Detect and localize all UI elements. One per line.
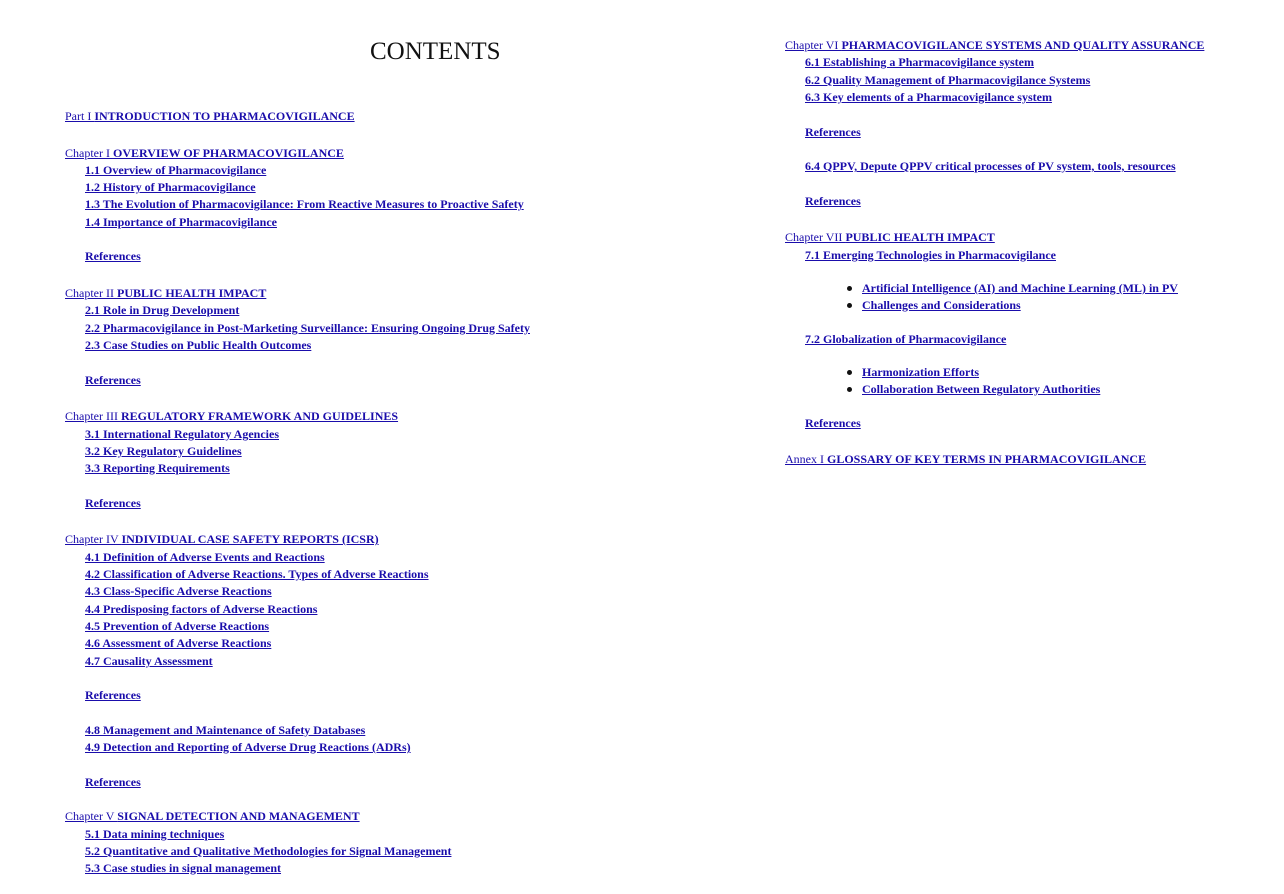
toc-entry-text: INTRODUCTION TO PHARMACOVIGILANCE [94, 109, 355, 123]
toc-section-link[interactable] [805, 73, 1090, 87]
toc-entry-text: 6.3 Key elements of a Pharmacovigilance system [805, 90, 1052, 104]
toc-entry-text: References [85, 775, 141, 789]
toc-entry-text: 4.3 Class-Specific Adverse Reactions [85, 584, 272, 598]
toc-entry-text: 2.3 Case Studies on Public Health Outcomes [85, 338, 312, 352]
toc-chapter-link[interactable] [65, 532, 379, 546]
toc-entry-text: 1.2 History of Pharmacovigilance [85, 180, 256, 194]
toc-chapter-link[interactable] [785, 38, 1204, 52]
toc-section-link[interactable] [85, 844, 451, 858]
toc-chapter-link[interactable] [785, 230, 995, 244]
toc-entry-text: INDIVIDUAL CASE SAFETY REPORTS (ICSR) [121, 532, 379, 546]
toc-entry-text: 3.2 Key Regulatory Guidelines [85, 444, 242, 458]
toc-entry-text: 2.1 Role in Drug Development [85, 303, 240, 317]
toc-entry-text: 5.2 Quantitative and Qualitative Methodologies for Signal Management [85, 844, 452, 858]
toc-section-link[interactable] [805, 332, 1006, 346]
toc-entry-text: 1.4 Importance of Pharmacovigilance [85, 215, 277, 229]
toc-chapter-link[interactable] [65, 146, 344, 160]
toc-entry-text: 6.1 Establishing a Pharmacovigilance system [805, 55, 1035, 69]
toc-entry-text: 5.3 Case studies in signal management [85, 861, 282, 875]
toc-section-link[interactable] [85, 654, 213, 668]
toc-prefix: Chapter II [65, 286, 117, 300]
toc-entry-text: 4.7 Causality Assessment [85, 654, 213, 668]
toc-bullet-link[interactable] [862, 382, 1100, 396]
toc-entry-text: Artificial Intelligence (AI) and Machine Learning (ML) in PV [862, 281, 1178, 295]
toc-section-link[interactable] [85, 550, 325, 564]
toc-entry-text: 4.5 Prevention of Adverse Reactions [85, 619, 270, 633]
toc-entry-text: REGULATORY FRAMEWORK AND GUIDELINES [120, 409, 399, 423]
toc-section-link[interactable] [85, 180, 256, 194]
toc-chapter-link[interactable] [785, 452, 1146, 466]
toc-entry-text: 5.1 Data mining techniques [85, 827, 225, 841]
toc-references-link[interactable] [805, 194, 861, 208]
toc-entry-text: OVERVIEW OF PHARMACOVIGILANCE [112, 146, 344, 160]
toc-references-link[interactable] [85, 373, 141, 387]
toc-prefix: Chapter V [65, 809, 118, 823]
toc-chapter-link[interactable] [65, 286, 266, 300]
bullet-icon [847, 303, 852, 308]
toc-section-link[interactable] [85, 861, 281, 875]
toc-entry-text: 6.4 QPPV, Depute QPPV critical processes of PV system, tools, resources [805, 159, 1176, 173]
toc-prefix: Chapter III [65, 409, 121, 423]
toc-entry-text: 6.2 Quality Management of Pharmacovigilance Systems [805, 73, 1091, 87]
toc-entry-text: Harmonization Efforts [862, 365, 979, 379]
toc-prefix: Chapter VI [785, 38, 842, 52]
toc-section-link[interactable] [85, 321, 530, 335]
toc-entry-text: Challenges and Considerations [862, 298, 1021, 312]
toc-references-link[interactable] [85, 249, 141, 263]
toc-entry-text: 1.3 The Evolution of Pharmacovigilance: From Reactive Measures to Proactive Safety [85, 197, 524, 211]
toc-entry-text: Collaboration Between Regulatory Authorities [862, 382, 1101, 396]
toc-entry-text: 3.3 Reporting Requirements [85, 461, 230, 475]
bullet-icon [847, 286, 852, 291]
toc-entry-text: References [85, 496, 141, 510]
toc-references-link[interactable] [85, 688, 141, 702]
toc-section-link[interactable] [85, 827, 224, 841]
toc-section-link[interactable] [85, 740, 411, 754]
toc-bullet-link[interactable] [862, 365, 979, 379]
toc-prefix: Chapter VII [785, 230, 846, 244]
toc-entry-text: SIGNAL DETECTION AND MANAGEMENT [117, 809, 360, 823]
toc-section-link[interactable] [85, 303, 239, 317]
toc-entry-text: References [805, 194, 861, 208]
toc-entry-text: References [805, 416, 861, 430]
toc-entry-text: 4.9 Detection and Reporting of Adverse Drug Reactions (ADRs) [85, 740, 411, 754]
toc-entry-text: PUBLIC HEALTH IMPACT [845, 230, 995, 244]
toc-references-link[interactable] [85, 496, 141, 510]
toc-section-link[interactable] [85, 163, 266, 177]
toc-section-link[interactable] [85, 723, 365, 737]
toc-references-link[interactable] [805, 125, 861, 139]
toc-section-link[interactable] [85, 584, 272, 598]
toc-section-link[interactable] [805, 55, 1034, 69]
toc-entry-text: 4.1 Definition of Adverse Events and Reactions [85, 550, 325, 564]
toc-entry-text: GLOSSARY OF KEY TERMS IN PHARMACOVIGILANCE [827, 452, 1147, 466]
toc-chapter-link[interactable] [65, 809, 360, 823]
toc-prefix: Annex I [785, 452, 827, 466]
toc-prefix: Chapter I [65, 146, 113, 160]
toc-entry-text: 4.4 Predisposing factors of Adverse Reactions [85, 602, 318, 616]
toc-section-link[interactable] [85, 636, 271, 650]
toc-chapter-link[interactable] [65, 109, 355, 123]
toc-entry-text: 4.8 Management and Maintenance of Safety Databases [85, 723, 366, 737]
bullet-icon [847, 387, 852, 392]
toc-entry-text: References [85, 249, 141, 263]
toc-entry-text: 3.1 International Regulatory Agencies [85, 427, 279, 441]
toc-bullet-link[interactable] [862, 281, 1178, 295]
toc-section-link[interactable] [85, 567, 429, 581]
toc-section-link[interactable] [85, 444, 242, 458]
toc-entry-text: References [85, 688, 141, 702]
toc-entry-text: 1.1 Overview of Pharmacovigilance [85, 163, 267, 177]
toc-bullet-link[interactable] [862, 298, 1021, 312]
toc-entry-text: 7.1 Emerging Technologies in Pharmacovigilance [805, 248, 1056, 262]
toc-section-link[interactable] [85, 619, 269, 633]
toc-section-link[interactable] [85, 427, 279, 441]
toc-entry-text: References [85, 373, 141, 387]
toc-section-link[interactable] [85, 461, 230, 475]
toc-prefix: Chapter IV [65, 532, 122, 546]
toc-section-link[interactable] [85, 338, 311, 352]
toc-entry-text: 2.2 Pharmacovigilance in Post-Marketing Surveillance: Ensuring Ongoing Drug Safety [85, 321, 530, 335]
toc-chapter-link[interactable] [65, 409, 398, 423]
toc-entry-text: 4.6 Assessment of Adverse Reactions [85, 636, 272, 650]
toc-entry-text: PUBLIC HEALTH IMPACT [116, 286, 267, 300]
toc-references-link[interactable] [805, 416, 861, 430]
page-title: CONTENTS [370, 38, 501, 65]
toc-section-link[interactable] [805, 90, 1052, 104]
toc-section-link[interactable] [85, 602, 317, 616]
toc-entry-text: 7.2 Globalization of Pharmacovigilance [805, 332, 1007, 346]
toc-entry-text: PHARMACOVIGILANCE SYSTEMS AND QUALITY ASSURANCE [841, 38, 1205, 52]
toc-section-link[interactable] [805, 248, 1056, 262]
toc-section-link[interactable] [85, 197, 524, 211]
toc-entry-text: References [805, 125, 861, 139]
toc-section-link[interactable] [805, 159, 1176, 173]
toc-references-link[interactable] [85, 775, 141, 789]
bullet-icon [847, 370, 852, 375]
toc-prefix: Part I [65, 109, 95, 123]
toc-section-link[interactable] [85, 215, 277, 229]
toc-entry-text: 4.2 Classification of Adverse Reactions. Types of Adverse Reactions [85, 567, 429, 581]
